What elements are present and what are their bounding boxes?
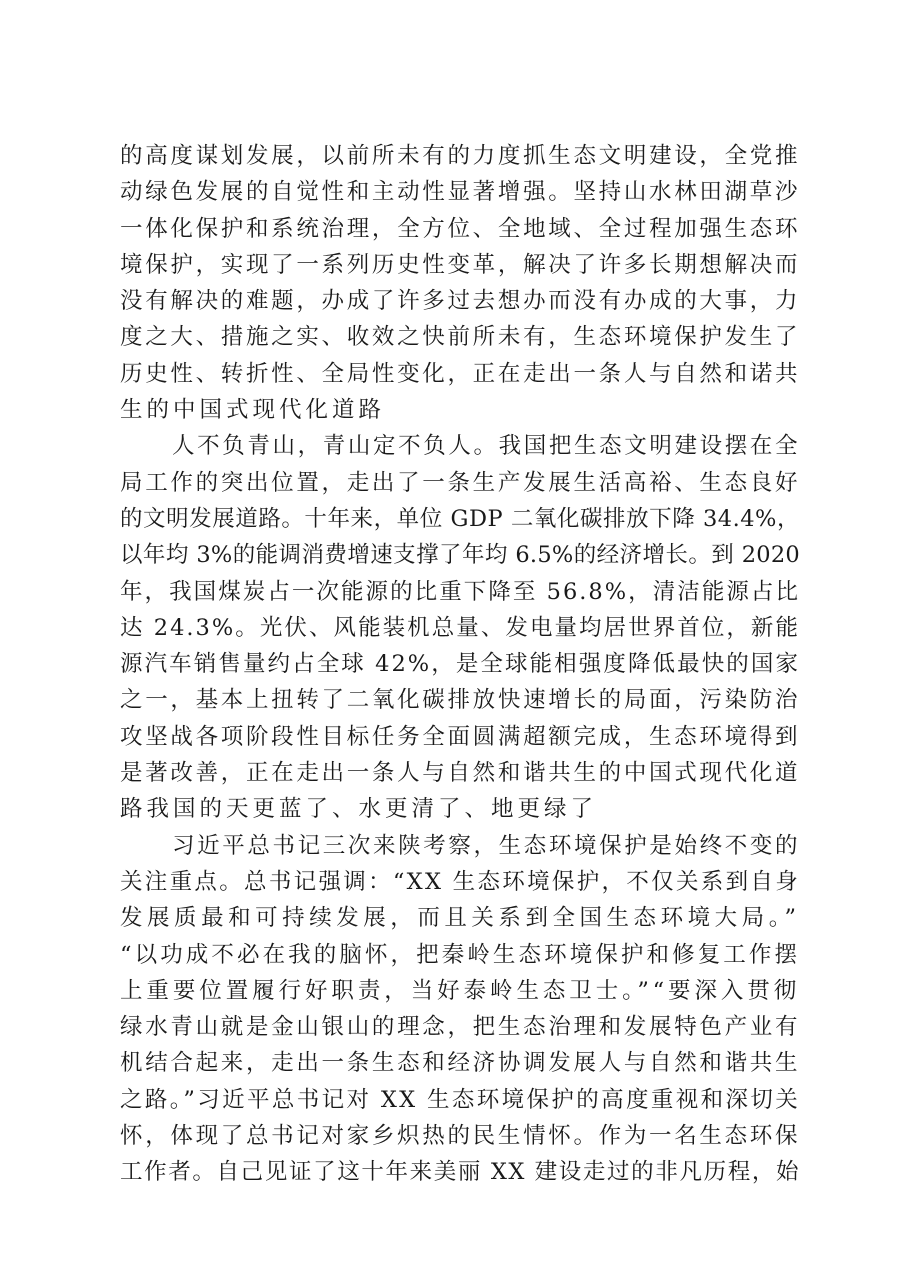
text-line: 一体化保护和系统治理，全方位、全地域、全过程加强生态环	[120, 215, 800, 242]
text-line: 关注重点。总书记强调：“XX 生态环境保护，不仅关系到自身	[120, 868, 800, 895]
text-line: 机结合起来，走出一条生态和经济协调发展人与自然和谐共生	[120, 1050, 800, 1077]
text-line: 发展质最和可持续发展，而且关系到全国生态环境大局。”	[120, 905, 800, 932]
text-line: 度之大、措施之实、收效之快前所未有，生态环境保护发生了	[120, 324, 800, 351]
text-line: 是著改善，正在走出一条人与自然和谐共生的中国式现代化道	[120, 760, 800, 787]
text-line: 习近平总书记三次来陕考察，生态环境保护是始终不变的	[172, 832, 800, 859]
text-line: 工作者。自己见证了这十年来美丽 XX 建设走过的非凡历程，始	[120, 1159, 800, 1186]
paragraph-1	[120, 138, 800, 428]
text-line: 人不负青山，青山定不负人。我国把生态文明建设摆在全	[172, 433, 800, 460]
document-body	[120, 138, 800, 1191]
text-line: 境保护，实现了一系列历史性变革，解决了许多长期想解决而	[120, 251, 800, 278]
text-line: 之一，基本上扭转了二氧化碳排放快速增长的局面，污染防治	[120, 687, 800, 714]
text-line: 攻坚战各项阶段性目标任务全面圆满超额完成，生态环境得到	[120, 723, 800, 750]
text-line: 局工作的突出位置，走出了一条生产发展生活高裕、生态良好	[120, 469, 800, 496]
text-line: 达 24.3%。光伏、风能装机总量、发电量均居世界首位，新能	[120, 614, 800, 641]
text-line: 的文明发展道路。十年来，单位 GDP 二氧化碳排放下降 34.4%，	[120, 505, 800, 532]
text-line: 之路。”习近平总书记对 XX 生态环境保护的高度重视和深切关	[120, 1086, 800, 1113]
text-line: 年，我国煤炭占一次能源的比重下降至 56.8%，清洁能源占比	[120, 578, 800, 605]
text-line: 的高度谋划发展，以前所未有的力度抓生态文明建设，全党推	[120, 143, 800, 169]
text-line: 怀，体现了总书记对家乡炽热的民生情怀。作为一名生态环保	[120, 1123, 800, 1150]
text-line: “以功成不必在我的脑怀，把秦岭生态环境保护和修复工作摆	[120, 941, 800, 968]
text-line: 生的中国式现代化道路	[120, 397, 386, 424]
text-line: 历史性、转折性、全局性变化，正在走出一条人与自然和诺共	[120, 360, 800, 387]
text-line: 以年均 3%的能调消费增速支撑了年均 6.5%的经济增长。到 2020	[120, 542, 800, 569]
text-line: 没有解决的难题，办成了许多过去想办而没有办成的大事，力	[120, 288, 800, 315]
paragraph-3	[120, 828, 800, 1191]
text-line: 上重要位置履行好职责，当好泰岭生态卫士。”“要深入贯彻	[120, 977, 800, 1004]
paragraph-2	[120, 428, 800, 827]
text-line: 源汽车销售量约占全球 42%，是全球能相强度降低最快的国家	[120, 651, 800, 678]
text-line: 动绿色发展的自觉性和主动性显著增强。坚持山水林田湖草沙	[120, 179, 800, 206]
text-line: 绿水青山就是金山银山的理念，把生态治理和发展特色产业有	[120, 1014, 800, 1041]
text-line: 路我国的天更蓝了、水更清了、地更绿了	[120, 796, 598, 823]
